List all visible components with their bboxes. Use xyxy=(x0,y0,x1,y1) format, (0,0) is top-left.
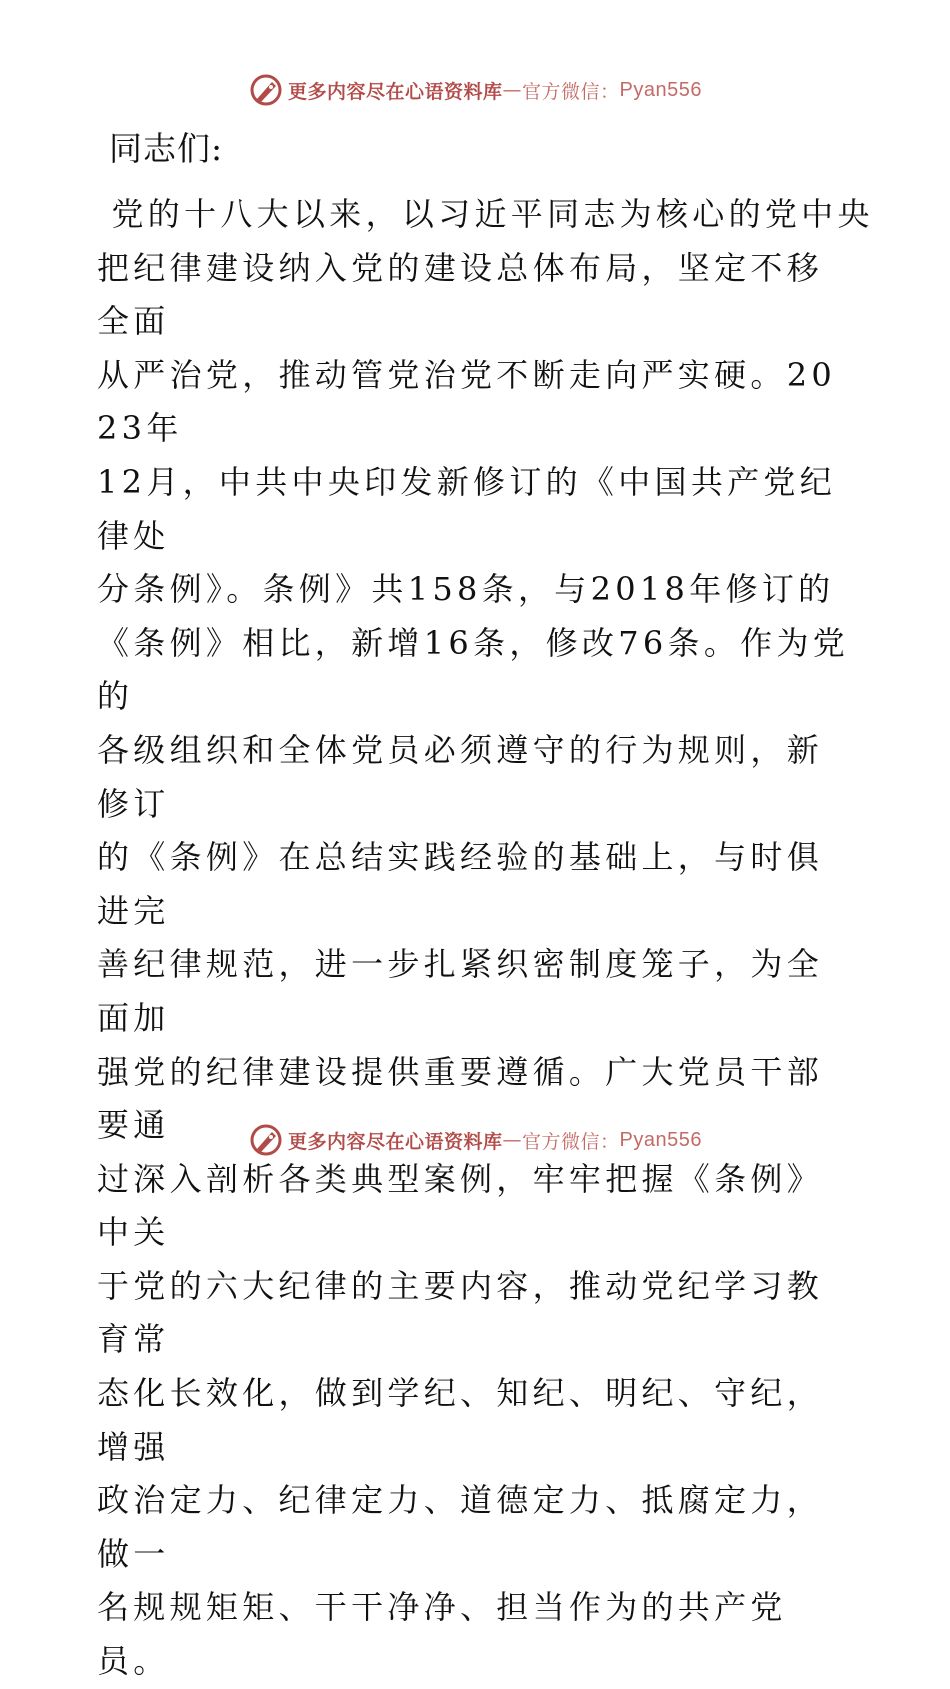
watermark-account: Pyan556 xyxy=(619,1128,702,1151)
text-line: 过深入剖析各类典型案例，牢牢把握《条例》中关 xyxy=(97,1159,824,1252)
salutation: 同志们: xyxy=(109,129,224,168)
watermark-official-label: 官方微信： xyxy=(522,1130,620,1153)
text-line: 从严治党，推动管党治党不断走向严实硬。2023年 xyxy=(97,355,837,448)
watermark-dash: — xyxy=(502,79,523,101)
document-body xyxy=(97,122,874,1689)
pen-nib-logo-icon xyxy=(248,72,284,108)
text-line: 态化长效化，做到学纪、知纪、明纪、守纪，增强 xyxy=(97,1374,824,1466)
text-line: 名规规矩矩、干干净净、担当作为的共产党员。 xyxy=(97,1588,787,1681)
main-paragraph xyxy=(97,188,874,1689)
footer-watermark xyxy=(0,1120,950,1160)
text-line: 《条例》相比，新增16条，修改76条。作为党的 xyxy=(97,623,850,716)
text-line: 善纪律规范，进一步扎紧织密制度笼子，为全面加 xyxy=(97,945,824,1037)
text-line: 于党的六大纪律的主要内容，推动党纪学习教育常 xyxy=(97,1266,824,1359)
text-line: 把纪律建设纳入党的建设总体布局，坚定不移全面 xyxy=(97,248,824,341)
header-watermark xyxy=(0,70,950,110)
watermark-official-label: 官方微信： xyxy=(522,80,620,103)
watermark-site-name: 更多内容尽在心语资料库 xyxy=(288,80,503,103)
text-line: 政治定力、纪律定力、道德定力、抵腐定力，做一 xyxy=(97,1481,824,1573)
text-line: 12月，中共中央印发新修订的《中国共产党纪律处 xyxy=(97,462,837,555)
watermark-dash: — xyxy=(502,1129,523,1151)
pen-nib-logo-icon xyxy=(248,1122,284,1158)
text-line: 分条例》。条例》共158条，与2018年修订的 xyxy=(97,570,835,609)
text-line: 的《条例》在总结实践经验的基础上，与时俱进完 xyxy=(97,838,824,930)
text-line: 强党的纪律建设提供重要遵循。广大党员干部要通 xyxy=(97,1052,824,1145)
watermark-account: Pyan556 xyxy=(619,78,702,101)
text-line: 各级组织和全体党员必须遵守的行为规则，新修订 xyxy=(97,730,824,823)
watermark-site-name: 更多内容尽在心语资料库 xyxy=(288,1130,503,1153)
text-line: 党的十八大以来，以习近平同志为核心的党中央 xyxy=(97,195,874,233)
